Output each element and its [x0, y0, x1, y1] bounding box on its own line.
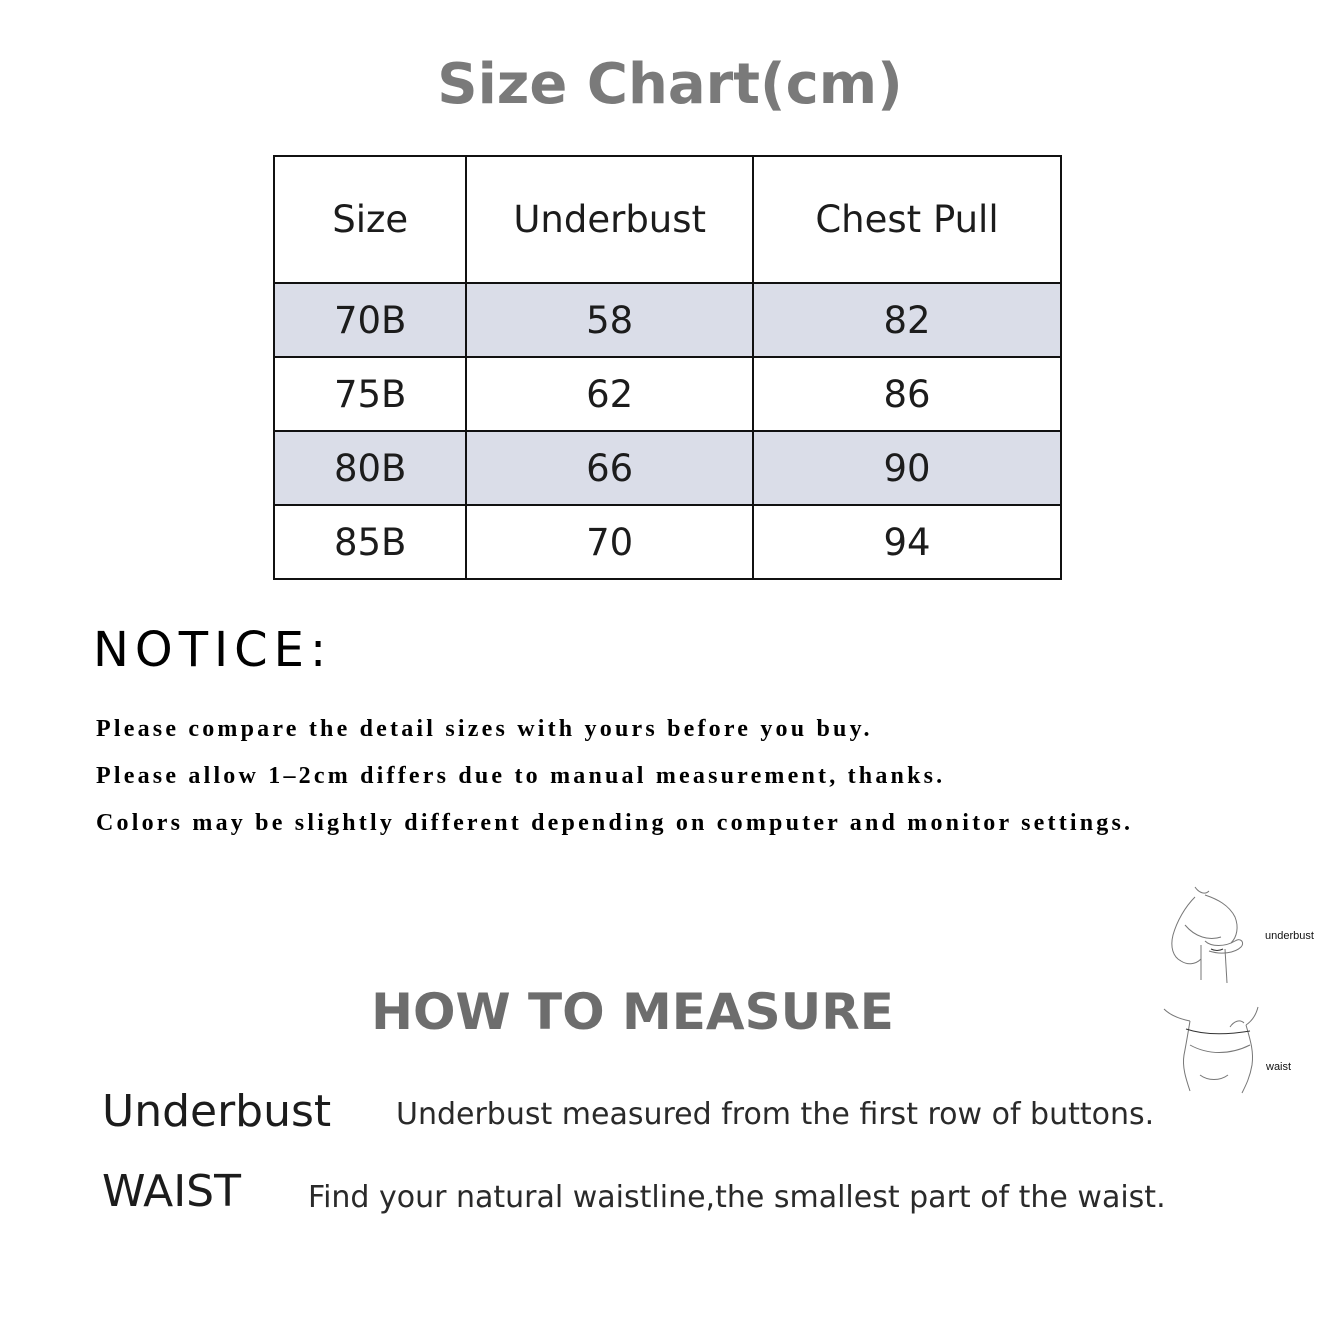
column-header: Underbust: [466, 156, 753, 283]
table-cell: 90: [753, 431, 1061, 505]
how-to-measure-heading: HOW TO MEASURE: [371, 983, 894, 1041]
underbust-figure-icon: [1165, 885, 1255, 985]
table-cell: 94: [753, 505, 1061, 579]
column-header: Size: [274, 156, 466, 283]
table-cell: 82: [753, 283, 1061, 357]
measure-label-underbust: Underbust: [102, 1086, 332, 1137]
table-cell: 70B: [274, 283, 466, 357]
table-row: [274, 357, 1061, 431]
table-cell: 80B: [274, 431, 466, 505]
notice-line: Please allow 1–2cm differs due to manual measurement, thanks.: [96, 763, 946, 789]
table-header-row: [274, 156, 1061, 283]
table-cell: 85B: [274, 505, 466, 579]
measure-desc-underbust: Underbust measured from the first row of buttons.: [396, 1097, 1155, 1132]
table-cell: 58: [466, 283, 753, 357]
table-cell: 62: [466, 357, 753, 431]
measure-desc-waist: Find your natural waistline,the smallest part of the waist.: [308, 1180, 1166, 1215]
page-title: Size Chart(cm): [437, 52, 903, 117]
notice-heading: NOTICE:: [93, 622, 333, 678]
table-cell: 66: [466, 431, 753, 505]
table-cell: 75B: [274, 357, 466, 431]
notice-line: Please compare the detail sizes with yours before you buy.: [96, 716, 873, 742]
table-row: [274, 283, 1061, 357]
table-row: [274, 505, 1061, 579]
column-header: Chest Pull: [753, 156, 1061, 283]
underbust-figure-label: underbust: [1265, 930, 1314, 942]
waist-figure-label: waist: [1266, 1061, 1292, 1073]
notice-line: Colors may be slightly different depending on computer and monitor settings.: [96, 810, 1134, 836]
table-cell: 86: [753, 357, 1061, 431]
measure-label-waist: WAIST: [102, 1166, 241, 1217]
size-table: [273, 155, 1062, 580]
table-cell: 70: [466, 505, 753, 579]
table-row: [274, 431, 1061, 505]
